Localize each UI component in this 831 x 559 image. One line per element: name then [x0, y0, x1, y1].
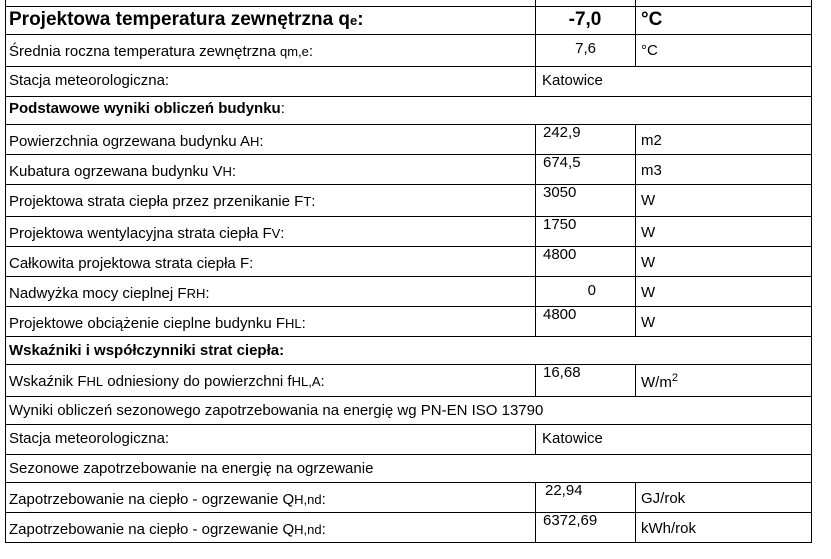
value-cell: 4800 [543, 306, 577, 323]
unit-cell: W [641, 314, 656, 331]
table-row [5, 154, 812, 184]
table-row [5, 306, 812, 336]
table-row [5, 34, 812, 66]
label-cell: Stacja meteorologiczna: [9, 72, 170, 89]
table-row [5, 396, 812, 424]
section-header [5, 336, 812, 364]
label-cell: Średnia roczna temperatura zewnętrzna qm,e: [9, 43, 314, 60]
value-cell: Katowice [542, 72, 603, 89]
table-row [5, 512, 812, 542]
table-row [5, 364, 812, 396]
value-cell: 16,68 [543, 364, 581, 381]
unit-cell: kWh/rok [641, 520, 697, 537]
value-cell: 7,6 [575, 40, 596, 57]
value-cell: 3050 [543, 184, 577, 201]
table-row [5, 66, 812, 96]
table-row [5, 124, 812, 154]
section-label: Podstawowe wyniki obliczeń budynku: [9, 100, 285, 117]
value-cell: Katowice [542, 430, 603, 447]
label-cell: Projektowa temperatura zewnętrzna qe: [9, 9, 364, 30]
unit-cell: W [641, 192, 656, 209]
section-label: Wskaźniki i współczynniki strat ciepła: [9, 342, 285, 359]
value-cell: 1750 [543, 216, 577, 233]
label-cell: Projektowa strata ciepła przez przenikanie FT: [9, 193, 316, 210]
unit-cell: W [641, 284, 656, 301]
label-cell: Stacja meteorologiczna: [9, 430, 170, 447]
table-row [5, 216, 812, 246]
unit-cell: m3 [641, 162, 662, 179]
unit-cell: °C [641, 42, 658, 59]
value-cell: 4800 [543, 246, 577, 263]
table-row [5, 184, 812, 216]
value-cell: -7,0 [568, 9, 602, 30]
label-cell: Całkowita projektowa strata ciepła F: [9, 255, 254, 272]
unit-cell: °C [641, 9, 663, 30]
span-label: Wyniki obliczeń sezonowego zapotrzebowania na energię wg PN-EN ISO 13790 [9, 402, 544, 419]
label-cell: Powierzchnia ogrzewana budynku AH: [9, 133, 264, 150]
value-cell: 242,9 [543, 124, 581, 141]
value-cell: 674,5 [543, 154, 581, 171]
label-cell: Projektowe obciążenie cieplne budynku FHL: [9, 315, 306, 332]
table-row [5, 424, 812, 454]
section-header [5, 96, 812, 124]
value-cell: 0 [587, 282, 596, 299]
table-row [5, 6, 812, 34]
unit-cell: GJ/rok [641, 490, 686, 507]
unit-cell: W [641, 254, 656, 271]
label-cell: Kubatura ogrzewana budynku VH: [9, 163, 237, 180]
value-cell: 6372,69 [543, 512, 598, 529]
table-row [5, 454, 812, 482]
label-cell: Projektowa wentylacyjna strata ciepła FV: [9, 225, 285, 242]
label-cell: Nadwyżka mocy cieplnej FRH: [9, 285, 210, 302]
span-label: Sezonowe zapotrzebowanie na energię na ogrzewanie [9, 460, 374, 477]
value-cell: 22,94 [545, 482, 583, 499]
table-row [5, 246, 812, 276]
unit-cell: $W/m^2$ [641, 372, 678, 391]
table-row [5, 276, 812, 306]
label-cell: Zapotrzebowanie na ciepło - ogrzewanie QH,nd: [9, 491, 326, 508]
unit-cell: W [641, 224, 656, 241]
unit-cell: m2 [641, 132, 662, 149]
label-cell: Wskaźnik FHL odniesiony do powierzchni fHL,A: [9, 373, 325, 390]
table-row [5, 482, 812, 512]
label-cell: Zapotrzebowanie na ciepło - ogrzewanie QH,nd: [9, 521, 326, 538]
